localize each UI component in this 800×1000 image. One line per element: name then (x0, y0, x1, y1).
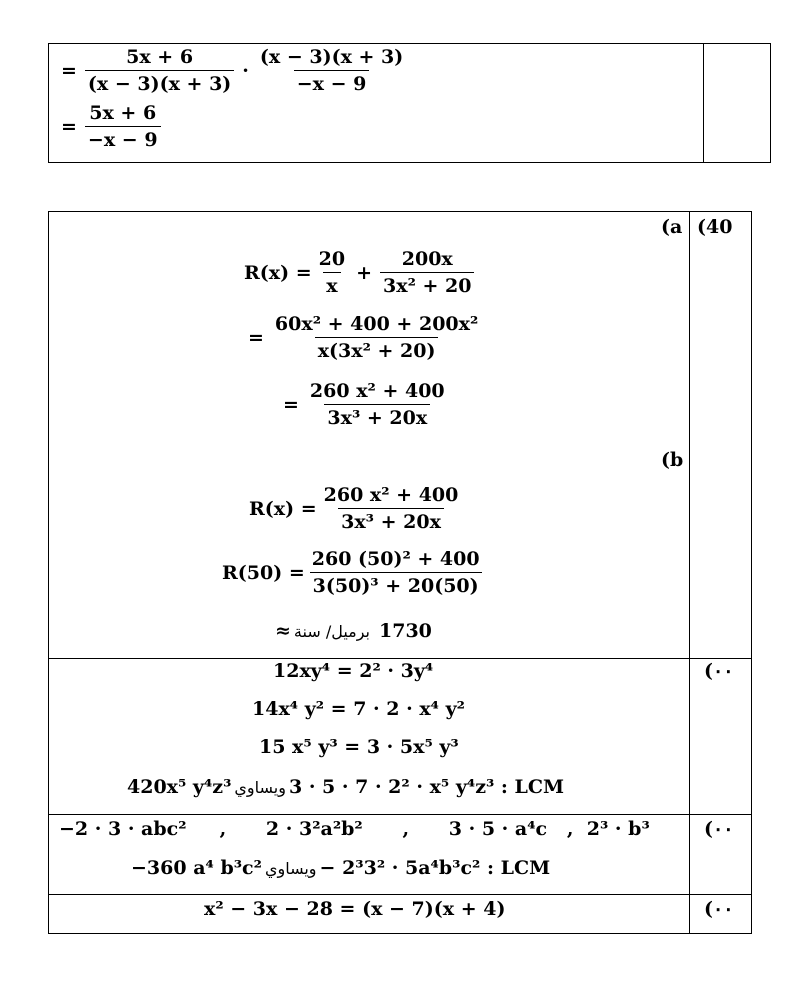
fraction (309, 548, 483, 597)
problem-number: (٠٠ (704, 818, 734, 840)
part-a-line-2 (244, 313, 485, 362)
part-a-line-1 (244, 248, 478, 297)
problem-number: (40 (697, 216, 733, 238)
denominator: −x − 9 (294, 70, 370, 95)
part-b-line-1 (249, 484, 465, 533)
equals-sign: = (61, 59, 77, 82)
problem-number: (٠٠ (704, 898, 734, 920)
factor-line-1: 12xy⁴ = 2² · 3y⁴ (273, 660, 434, 682)
denominator: 3(50)³ + 20(50) (310, 572, 482, 597)
unit-text: برميل/ سنة (293, 621, 371, 641)
denominator: x(3x² + 20) (315, 337, 439, 362)
lcm-line (131, 857, 550, 879)
lcm-line (127, 776, 564, 798)
fraction (85, 102, 161, 151)
fraction (257, 46, 406, 95)
equals-word: ويساوي (234, 777, 286, 797)
equals-sign: = (61, 115, 77, 138)
fraction (85, 46, 234, 95)
row-divider (49, 658, 751, 659)
answer-value: 1730 (379, 620, 432, 642)
solutions-table (48, 211, 752, 934)
equals-word: ويساوي (264, 858, 317, 878)
numerator: 60x² + 400 + 200x² (274, 313, 479, 335)
factor-line-3: 15 x⁵ y³ = 3 · 5x⁵ y³ (259, 736, 459, 758)
function-lhs: R(x) = (244, 261, 312, 284)
denominator: 3x² + 20 (380, 272, 474, 297)
denominator: (x − 3)(x + 3) (85, 70, 234, 95)
part-a-line-3 (279, 380, 452, 429)
row-divider (49, 894, 751, 895)
plus-sign: + (356, 261, 373, 284)
fraction (307, 380, 448, 429)
function-lhs: R(50) = (222, 561, 305, 584)
equals-sign: = (248, 326, 264, 349)
function-lhs: R(x) = (249, 497, 317, 520)
numerator: 20 (318, 248, 346, 270)
part-b-line-2 (222, 548, 487, 597)
denominator: 3x³ + 20x (338, 508, 444, 533)
lcm-result: 420x⁵ y⁴z³ (127, 776, 232, 798)
column-divider (689, 212, 690, 933)
row-divider (49, 814, 751, 815)
numerator: 260 x² + 400 (309, 380, 445, 402)
numerator: 260 x² + 400 (323, 484, 459, 506)
multiply-dot: · (242, 59, 249, 82)
factor-line-2: 14x⁴ y² = 7 · 2 · x⁴ y² (252, 698, 465, 720)
numerator: 5x + 6 (89, 102, 157, 124)
denominator: 3x³ + 20x (324, 404, 430, 429)
top-line-2 (57, 102, 165, 151)
lcm-result: −360 a⁴ b³c² (131, 857, 262, 879)
fraction (316, 248, 348, 297)
lcm-expression: 3 · 5 · 7 · 2² · x⁵ y⁴z³ : LCM (288, 776, 565, 798)
problem-number: (٠٠ (704, 660, 734, 682)
equals-sign: = (283, 393, 299, 416)
part-b-answer (275, 620, 432, 642)
lcm-expression: − 2³3² · 5a⁴b³c² : LCM (319, 857, 551, 879)
column-divider (703, 44, 704, 162)
fraction (272, 313, 481, 362)
numerator: 200x (401, 248, 453, 270)
factoring-equation: x² − 3x − 28 = (x − 7)(x + 4) (204, 898, 506, 920)
approx-sign: ≈ (275, 620, 291, 642)
denominator: −x − 9 (85, 126, 161, 151)
top-answer-box (48, 43, 771, 163)
numerator: 260 (50)² + 400 (311, 548, 480, 570)
numerator: (x − 3)(x + 3) (259, 46, 404, 68)
fraction (380, 248, 474, 297)
terms-line: −2 · 3 · abc² , 2 · 3²a²b² , 3 · 5 · a⁴c , 2³ · b³ (59, 818, 650, 840)
part-b-label: (b (661, 449, 684, 471)
denominator: x (323, 272, 340, 297)
numerator: 5x + 6 (126, 46, 194, 68)
fraction (321, 484, 462, 533)
part-a-label: (a (661, 216, 683, 238)
top-line-1 (57, 46, 410, 95)
